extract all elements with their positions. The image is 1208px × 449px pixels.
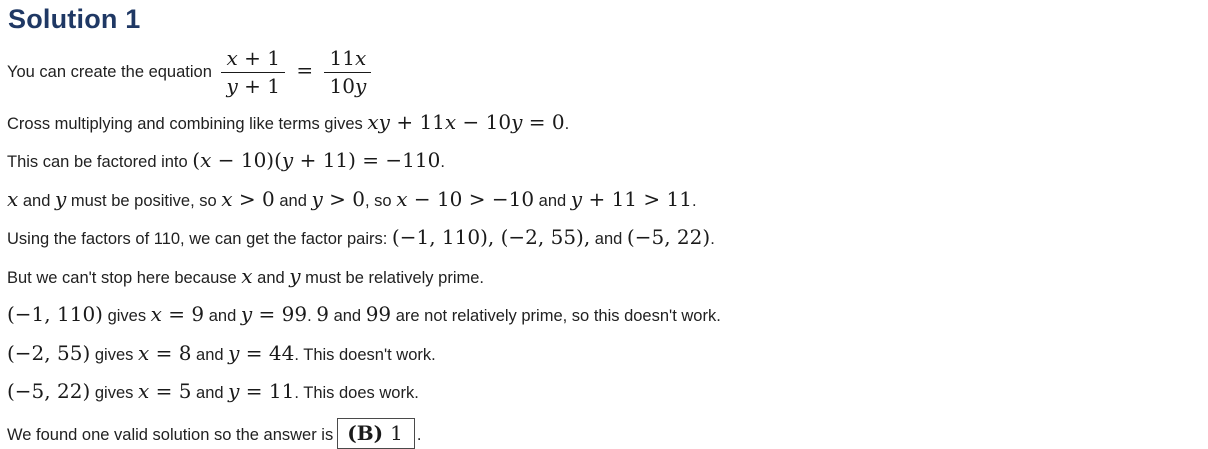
text-run: and (191, 384, 229, 402)
text-run: and (590, 230, 627, 248)
solution-line (7, 264, 1198, 291)
text-run: and (274, 191, 312, 210)
math-inline: = (290, 57, 320, 82)
text-run: gives (90, 384, 138, 402)
math-inline: (−5, 22) (7, 379, 91, 403)
text-run: must be positive, so (66, 191, 222, 210)
fraction-denominator: y + 1 (221, 72, 285, 98)
text-run: and (329, 307, 366, 325)
text-run: . (691, 191, 697, 210)
text-run: are not relatively prime, so this doesn't work. (391, 307, 721, 325)
math-inline: y = 11 (228, 379, 295, 403)
text-run: . This does work. (294, 384, 419, 402)
text-run: and (191, 345, 229, 364)
solution-line (7, 225, 1198, 252)
text-run: . (416, 425, 422, 444)
math-inline: x = 9 (150, 302, 205, 326)
math-inline: y = 99 (240, 302, 308, 326)
text-run: and (18, 191, 55, 210)
math-inline: 9 (316, 302, 329, 326)
text-run: We found one valid solution so the answer is (7, 425, 334, 444)
text-run: . (307, 307, 317, 325)
fraction-denominator: 10y (324, 72, 371, 98)
math-inline: x = 5 (137, 379, 192, 403)
math-inline: y > 0 (311, 186, 365, 211)
fraction-numerator: x + 1 (226, 46, 280, 70)
text-run: , so (365, 191, 397, 210)
math-inline: (−5, 22) (626, 225, 711, 249)
math-inline: x − 10 > −10 (396, 186, 535, 211)
solution-line (7, 418, 1198, 449)
text-run: . This doesn't work. (294, 345, 436, 364)
text-run: . (564, 114, 570, 133)
solution-line (7, 47, 1198, 98)
answer-choice-label: (B) (347, 420, 384, 445)
solution-line (7, 379, 1198, 406)
math-inline: 99 (365, 302, 392, 326)
solution-line (7, 187, 1198, 214)
math-inline: (x − 10)(y + 11) = −110 (192, 148, 441, 172)
text-run: You can create the equation (7, 62, 217, 81)
math-fraction (221, 47, 285, 98)
math-inline: x (241, 263, 253, 288)
solution-line (7, 148, 1198, 175)
fraction-numerator: 11x (329, 46, 367, 70)
text-run: and (204, 307, 241, 325)
math-inline: x = 8 (137, 340, 192, 365)
math-inline: (−1, 110) (7, 302, 103, 326)
text-run: But we can't stop here because (7, 268, 242, 287)
math-inline: y + 11 > 11 (570, 186, 692, 211)
solution-line (7, 110, 1198, 137)
math-inline: x (7, 186, 19, 211)
text-run: gives (90, 345, 138, 364)
text-run: Using the factors of 110, we can get the factor pairs: (7, 230, 392, 248)
text-run: must be relatively prime. (300, 268, 484, 287)
text-run: gives (102, 307, 151, 325)
math-fraction (324, 47, 371, 98)
text-run: This can be factored into (7, 153, 193, 171)
math-inline: x > 0 (221, 186, 275, 211)
text-run: and (252, 268, 290, 287)
solution-content (7, 47, 1198, 449)
math-inline: (−2, 55) (7, 340, 91, 365)
solution-line (7, 302, 1198, 329)
text-run: . (440, 153, 445, 171)
text-run: Cross multiplying and combining like terms gives (7, 114, 368, 133)
text-run: . (710, 230, 715, 248)
math-inline: y (54, 186, 67, 211)
solution-line (7, 341, 1198, 368)
boxed-answer: (B) 1 (337, 418, 415, 449)
math-inline: y (289, 263, 301, 288)
math-inline: y = 44 (228, 340, 295, 365)
math-inline: xy + 11x − 10y = 0 (367, 109, 565, 134)
math-inline: (−1, 110), (−2, 55), (391, 225, 591, 249)
solution-heading: Solution 1 (8, 4, 141, 34)
text-run: and (534, 191, 571, 210)
